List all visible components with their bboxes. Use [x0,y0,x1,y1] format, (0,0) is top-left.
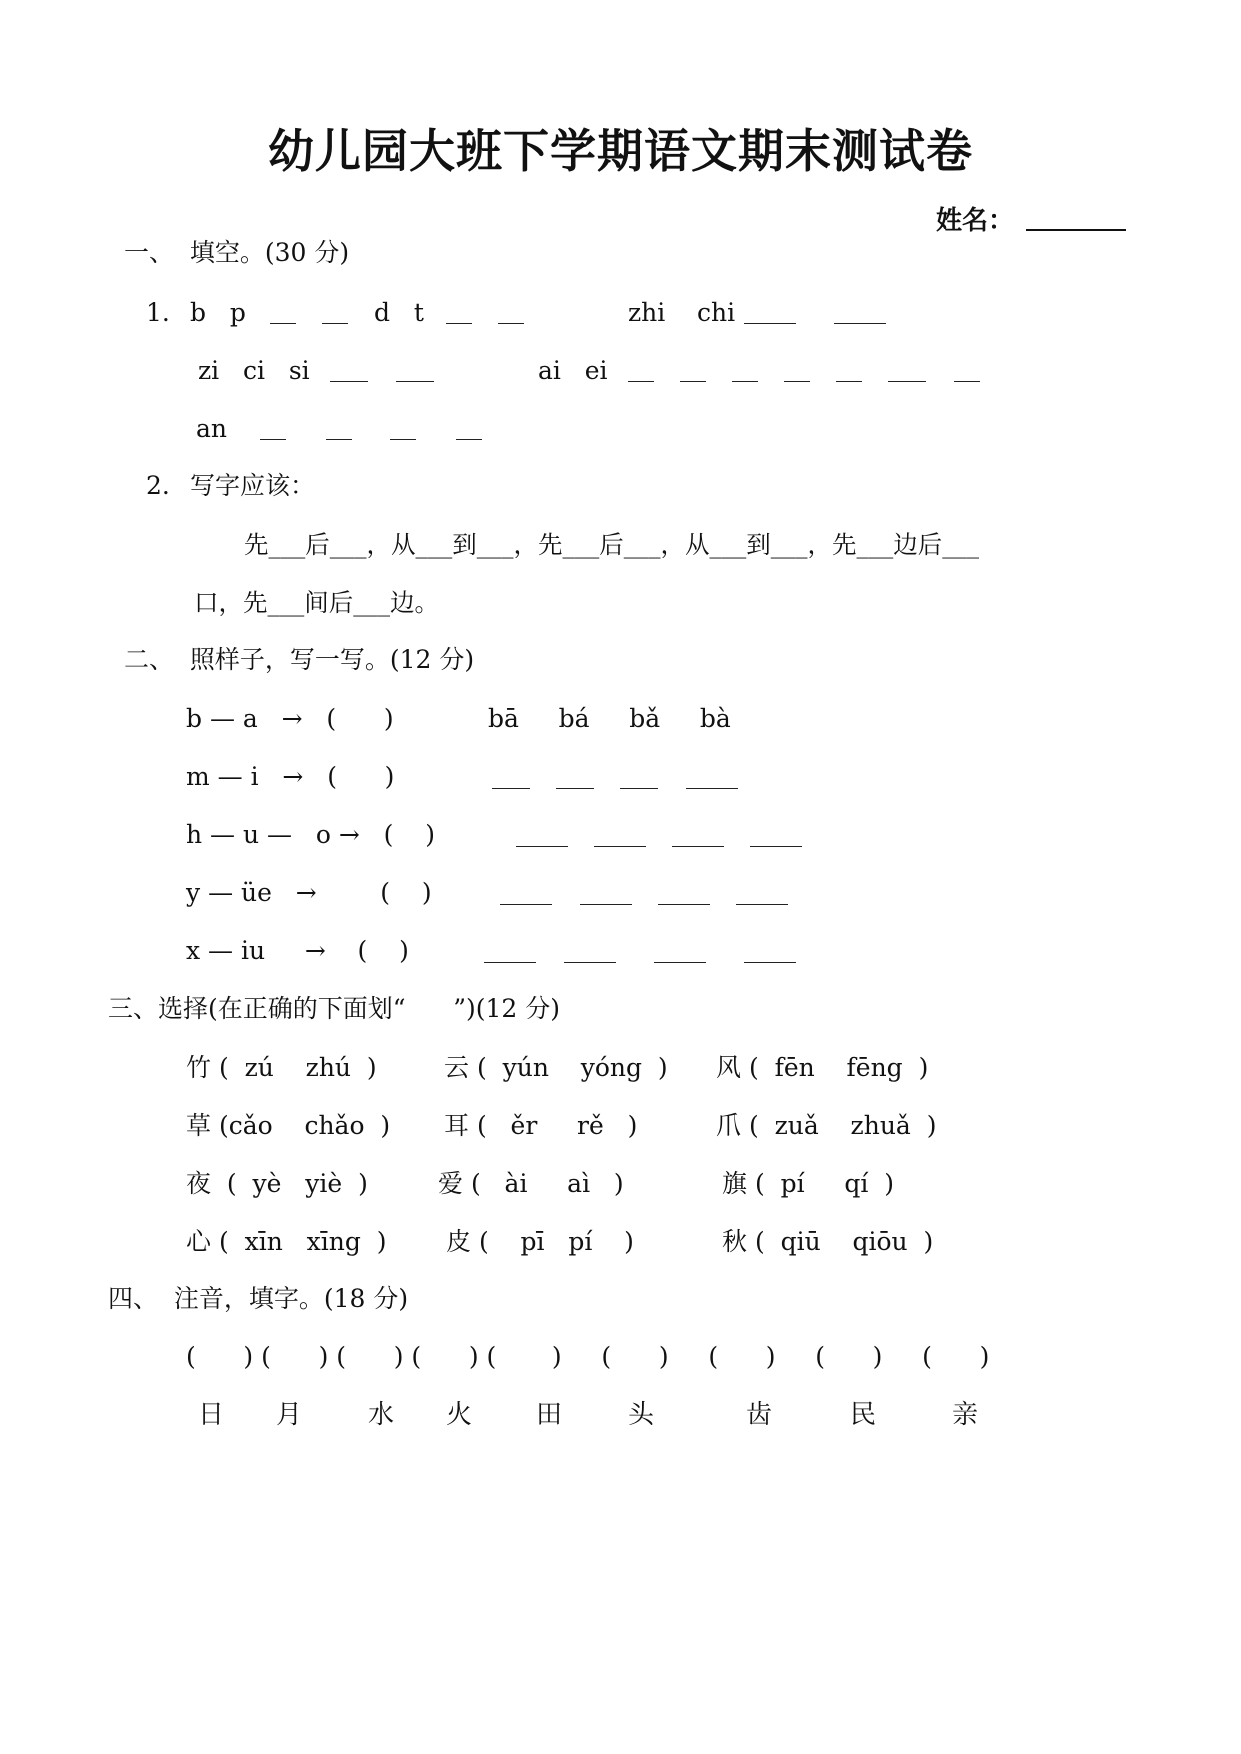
blank[interactable] [484,962,536,963]
choice-item[interactable]: 风 ( fēn fēng ) [716,1053,929,1082]
blank[interactable] [260,439,286,440]
character: 齿 [746,1400,773,1430]
character: 头 [628,1400,655,1430]
q2-line-2: 口，先___间后___边。 [194,588,439,617]
blank[interactable] [492,788,530,789]
q1-row1-initials-b: d t [374,298,424,327]
q1-row1-initials-c: zhi chi [628,298,736,327]
blank[interactable] [330,381,368,382]
character: 亲 [952,1400,979,1430]
choice-item[interactable]: 耳 ( ěr rě ) [444,1111,638,1140]
blank[interactable] [326,439,352,440]
example-row-left: b — a → ( ) [186,704,394,733]
blank[interactable] [556,788,594,789]
section-1-heading: 一、 填空。(30 分) [124,238,350,267]
blank[interactable] [658,904,710,905]
q1-row1-initials-a: b p [190,298,246,327]
blank[interactable] [580,904,632,905]
choice-item[interactable]: 云 ( yún yóng ) [444,1053,668,1082]
blank[interactable] [322,323,348,324]
blank[interactable] [564,962,616,963]
choice-item[interactable]: 皮 ( pī pí ) [446,1227,634,1256]
blank[interactable] [390,439,416,440]
section-4-heading: 四、 注音，填字。(18 分) [108,1284,409,1313]
blank[interactable] [954,381,980,382]
character: 日 [198,1400,225,1430]
exercise-row-left: y — üe → ( ) [186,878,432,907]
blank[interactable] [834,323,886,324]
page-title: 幼儿园大班下学期语文期末测试卷 [268,124,973,178]
blank[interactable] [594,846,646,847]
blank[interactable] [744,323,796,324]
blank[interactable] [396,381,434,382]
choice-item[interactable]: 爱 ( ài aì ) [438,1169,624,1198]
blank[interactable] [516,846,568,847]
blank[interactable] [498,323,524,324]
choice-item[interactable]: 秋 ( qiū qiōu ) [722,1227,934,1256]
blank[interactable] [686,788,738,789]
character: 水 [368,1400,395,1430]
q2-number: 2. [146,471,170,500]
exercise-row-left: x — iu → ( ) [186,936,409,965]
section-2-heading: 二、 照样子，写一写。(12 分) [124,645,475,674]
blank[interactable] [736,904,788,905]
blank[interactable] [270,323,296,324]
blank[interactable] [446,323,472,324]
q2-label: 写字应该： [190,471,316,500]
q1-number: 1. [146,298,170,327]
choice-item[interactable]: 心 ( xīn xīng ) [186,1227,387,1256]
q1-row3-final: an [196,414,228,443]
blank[interactable] [500,904,552,905]
name-label: 姓名： [936,206,1015,236]
blank[interactable] [628,381,654,382]
blank[interactable] [680,381,706,382]
q1-row2-finals: ai ei [538,356,608,385]
q1-row2-syllables-a: zi ci si [198,356,310,385]
blank[interactable] [620,788,658,789]
blank[interactable] [456,439,482,440]
exercise-row-left: h — u — o → ( ) [186,820,435,849]
q2-line-1: 先___后___，从___到___，先___后___，从___到___，先___边后___ [244,530,979,559]
blank[interactable] [888,381,926,382]
character: 田 [536,1400,563,1430]
character: 月 [276,1400,303,1430]
section-3-heading: 三、选择(在正确的下面划“ ”)(12 分) [108,994,561,1023]
pinyin-answer-parens[interactable]: ( ) ( ) ( ) ( ) ( ) ( ) ( ) ( ) ( ) [186,1342,990,1371]
blank[interactable] [744,962,796,963]
choice-item[interactable]: 夜 ( yè yiè ) [186,1169,368,1198]
blank[interactable] [784,381,810,382]
name-blank[interactable] [1026,229,1126,231]
blank[interactable] [836,381,862,382]
example-row-tones: bā bá bǎ bà [488,704,731,733]
choice-item[interactable]: 竹 ( zú zhú ) [186,1053,377,1082]
choice-item[interactable]: 草 (cǎo chǎo ) [186,1111,391,1140]
blank[interactable] [672,846,724,847]
character: 火 [446,1400,473,1430]
exercise-row-left: m — i → ( ) [186,762,395,791]
blank[interactable] [654,962,706,963]
choice-item[interactable]: 旗 ( pí qí ) [722,1169,894,1198]
blank[interactable] [750,846,802,847]
character: 民 [850,1400,877,1430]
blank[interactable] [732,381,758,382]
choice-item[interactable]: 爪 ( zuǎ zhuǎ ) [716,1111,937,1140]
